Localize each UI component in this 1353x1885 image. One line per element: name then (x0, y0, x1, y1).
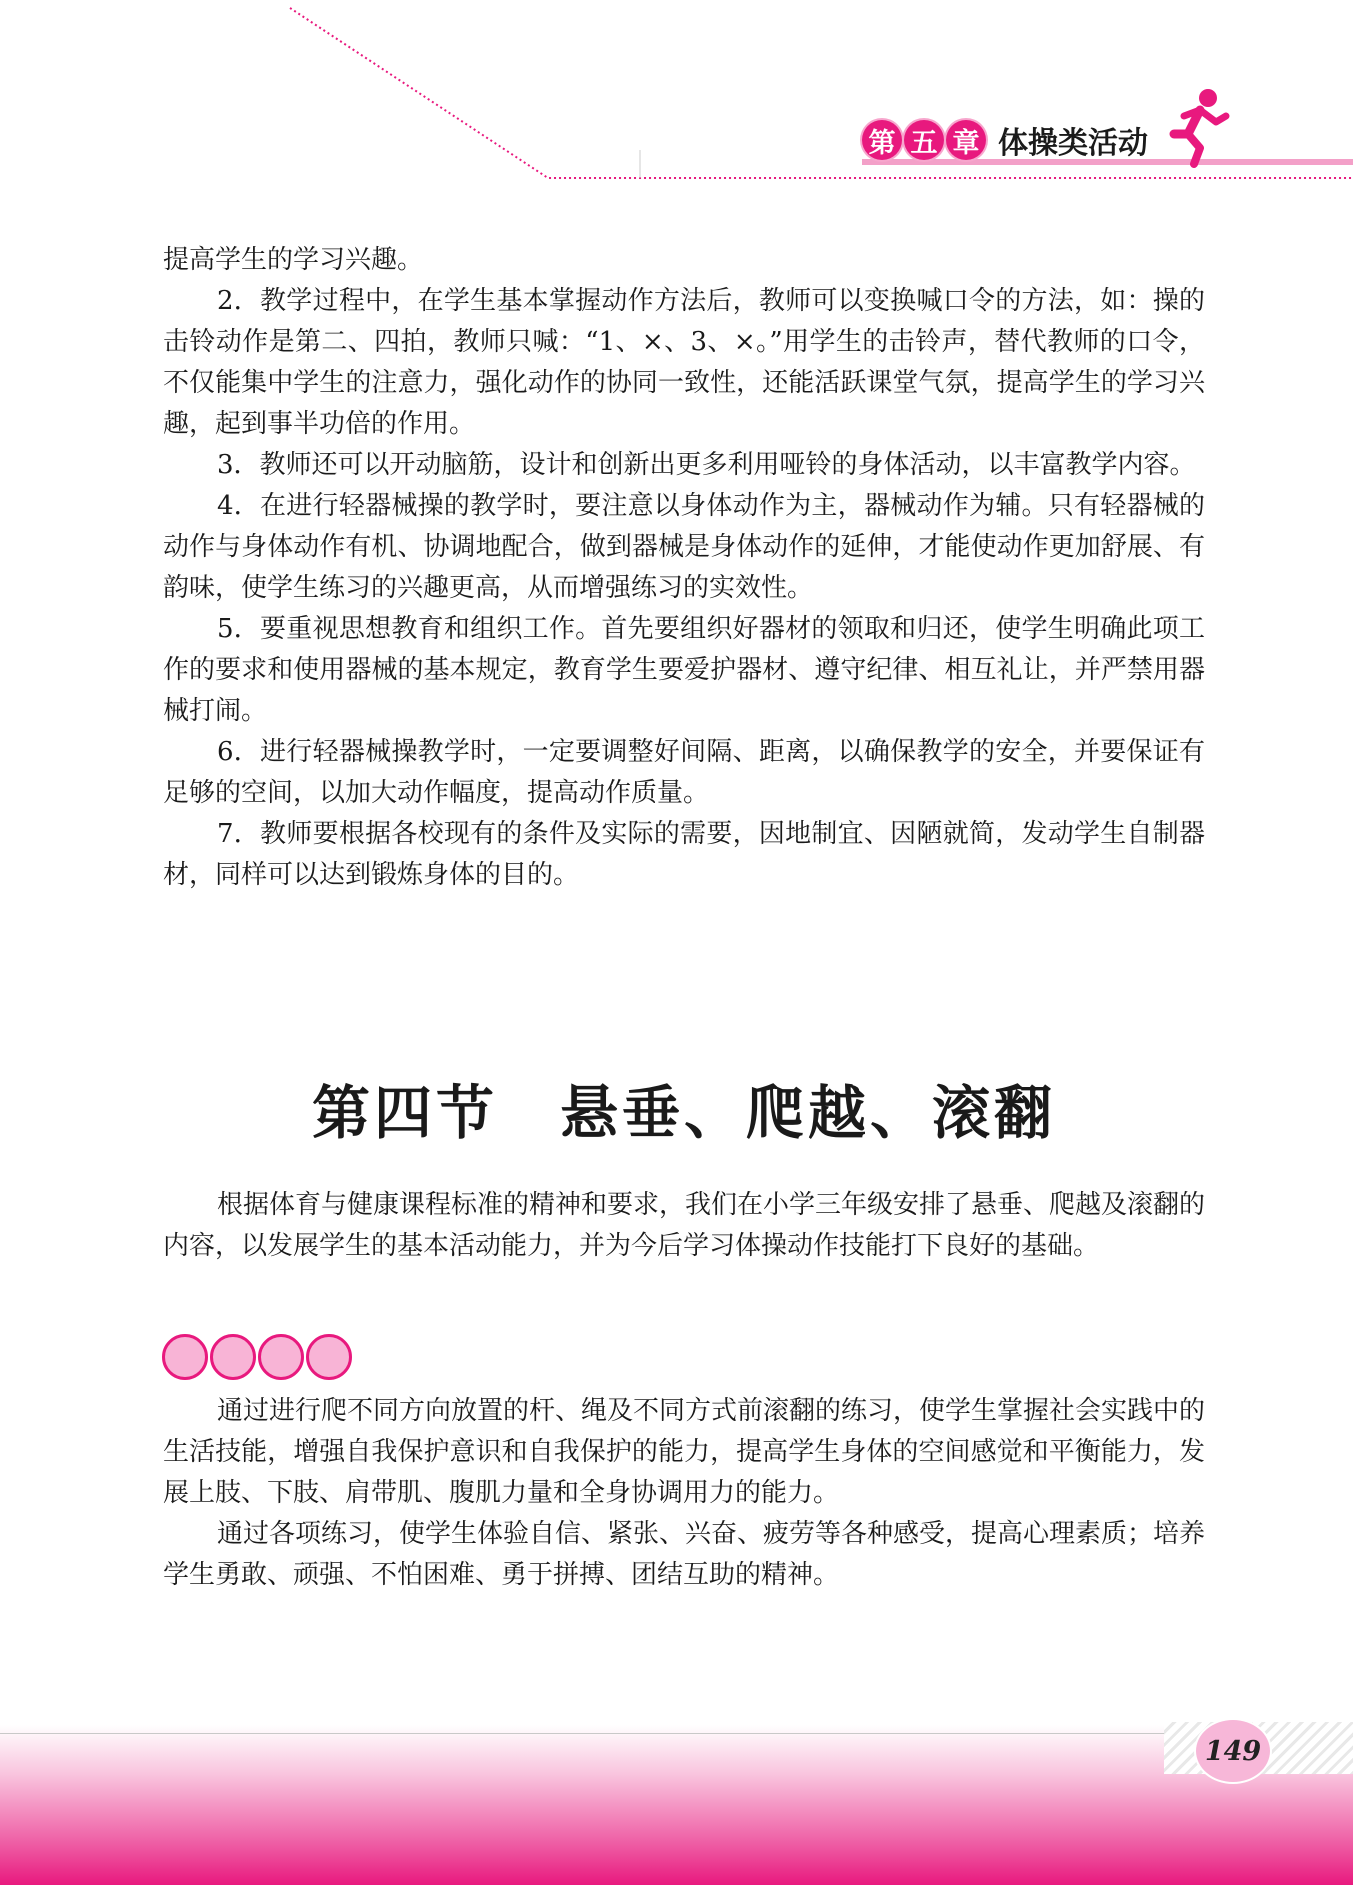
page-number: 149 (1194, 1718, 1272, 1784)
paragraph: 2．教学过程中，在学生基本掌握动作方法后，教师可以变换喊口令的方法，如：操的击铃动作是第二、四拍，教师只喊：“1、×、3、×。”用学生的击铃声，替代教师的口令，不仅能集中学生的注意力，强化动作的协同一致性，还能活跃课堂气氛，提高学生的学习兴趣，起到事半功倍的作用。 (163, 286, 1205, 439)
paragraph: 6．进行轻器械操教学时，一定要调整好间隔、距离，以确保教学的安全，并要保证有足够的空间，以加大动作幅度，提高动作质量。 (163, 737, 1205, 808)
chapter-char: 五 (904, 120, 944, 160)
goals-text (163, 1391, 1205, 1596)
goal-paragraph: 通过进行爬不同方向放置的杆、绳及不同方式前滚翻的练习，使学生掌握社会实践中的生活技能，增强自我保护意识和自我保护的能力，提高学生身体的空间感觉和平衡能力，发展上肢、下肢、肩带肌、腹肌力量和全身协调用力的能力。 (163, 1396, 1206, 1508)
paragraph: 4．在进行轻器械操的教学时，要注意以身体动作为主，器械动作为辅。只有轻器械的动作与身体动作有机、协调地配合，做到器械是身体动作的延伸，才能使动作更加舒展、有韵味，使学生练习的兴趣更高，从而增强练习的实效性。 (163, 491, 1205, 603)
footer-band (0, 1725, 1353, 1885)
section-heading: 第四节 悬垂、爬越、滚翻 (311, 1079, 1056, 1147)
paragraph: 5．要重视思想教育和组织工作。首先要组织好器材的领取和归还，使学生明确此项工作的要求和使用器械的基本规定，教育学生要爱护器材、遵守纪律、相互礼让，并严禁用器械打闹。 (163, 614, 1205, 726)
chapter-char: 第 (862, 120, 902, 160)
header-decoration (0, 0, 1353, 200)
chapter-char: 章 (946, 120, 986, 160)
goal-circle (258, 1334, 304, 1380)
intro-paragraph: 根据体育与健康课程标准的精神和要求，我们在小学三年级安排了悬垂、爬越及滚翻的内容，以发展学生的基本活动能力，并为今后学习体操动作技能打下良好的基础。 (163, 1190, 1206, 1261)
footer-divider (0, 1733, 1353, 1734)
paragraph: 3．教师还可以开动脑筋，设计和创新出更多利用哑铃的身体活动，以丰富教学内容。 (217, 450, 1196, 480)
goal-circle (162, 1334, 208, 1380)
goal-paragraph: 通过各项练习，使学生体验自信、紧张、兴奋、疲劳等各种感受，提高心理素质；培养学生勇敢、顽强、不怕困难、勇于拼搏、团结互助的精神。 (163, 1519, 1206, 1590)
body-text (163, 240, 1205, 896)
goal-circle (210, 1334, 256, 1380)
paragraph: 提高学生的学习兴趣。 (163, 245, 424, 275)
paragraph: 7．教师要根据各校现有的条件及实际的需要，因地制宜、因陋就简，发动学生自制器材，同样可以达到锻炼身体的目的。 (163, 819, 1205, 890)
chapter-title: 体操类活动 (998, 126, 1148, 161)
runner-icon (1160, 88, 1232, 168)
section-intro (163, 1185, 1205, 1267)
chapter-tag (862, 118, 1148, 162)
goals-marker (162, 1334, 352, 1380)
goal-circle (306, 1334, 352, 1380)
